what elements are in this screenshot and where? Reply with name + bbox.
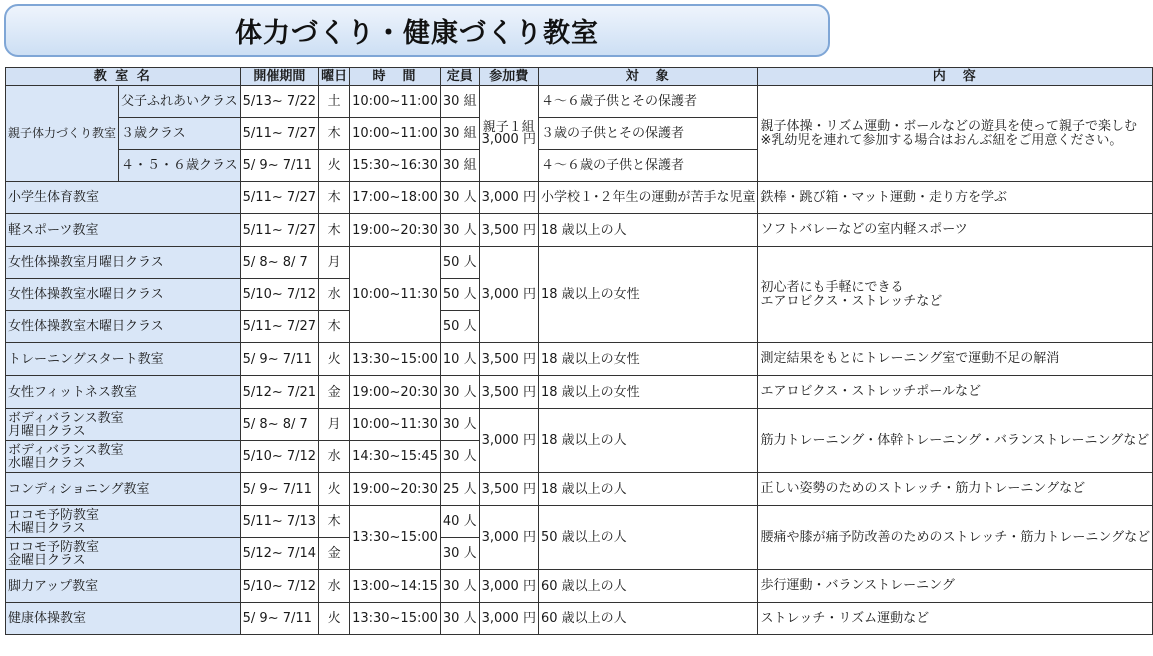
capacity: 40 人 — [440, 506, 479, 538]
table-row — [6, 506, 1153, 538]
header-time: 時 間 — [350, 68, 441, 86]
period: 5/10~ 7/12 — [240, 570, 318, 603]
header-fee: 参加費 — [479, 68, 538, 86]
capacity: 30 人 — [440, 441, 479, 473]
capacity: 30 人 — [440, 538, 479, 570]
time: 19:00~20:30 — [350, 473, 441, 506]
weekday: 月 — [319, 247, 350, 279]
period: 5/ 9~ 7/11 — [240, 473, 318, 506]
capacity: 50 人 — [440, 279, 479, 311]
fee: 3,000 円 — [479, 182, 538, 214]
weekday: 木 — [319, 214, 350, 247]
capacity: 10 人 — [440, 343, 479, 376]
time: 15:30~16:30 — [350, 150, 441, 182]
header-content: 内 容 — [758, 68, 1153, 86]
class-name: ロコモ予防教室 金曜日クラス — [6, 538, 241, 570]
oyako-group-label: 親子体力づくり教室 — [6, 86, 119, 182]
period: 5/10~ 7/12 — [240, 279, 318, 311]
weekday: 木 — [319, 182, 350, 214]
target: ４～６歳子供とその保護者 — [538, 86, 758, 118]
time: 14:30~15:45 — [350, 441, 441, 473]
schedule-table — [5, 67, 1153, 635]
weekday: 水 — [319, 441, 350, 473]
time: 13:30~15:00 — [350, 603, 441, 635]
target: 18 歳以上の女性 — [538, 376, 758, 409]
period: 5/ 8~ 8/ 7 — [240, 247, 318, 279]
header-row — [6, 68, 1153, 86]
fee: 3,500 円 — [479, 343, 538, 376]
period: 5/11~ 7/27 — [240, 118, 318, 150]
capacity: 30 組 — [440, 150, 479, 182]
target: ４～６歳の子供と保護者 — [538, 150, 758, 182]
content: 鉄棒・跳び箱・マット運動・走り方を学ぶ — [758, 182, 1153, 214]
class-name: 女性体操教室水曜日クラス — [6, 279, 241, 311]
fee: 3,000 円 — [479, 247, 538, 343]
fee: 3,500 円 — [479, 473, 538, 506]
time: 10:00~11:30 — [350, 409, 441, 441]
fee: 3,500 円 — [479, 376, 538, 409]
class-name: 女性体操教室木曜日クラス — [6, 311, 241, 343]
content: 歩行運動・バランストレーニング — [758, 570, 1153, 603]
period: 5/11~ 7/13 — [240, 506, 318, 538]
weekday: 火 — [319, 343, 350, 376]
header-capacity: 定員 — [440, 68, 479, 86]
capacity: 25 人 — [440, 473, 479, 506]
period: 5/11~ 7/27 — [240, 182, 318, 214]
fee: 3,000 円 — [479, 570, 538, 603]
period: 5/11~ 7/27 — [240, 311, 318, 343]
capacity: 50 人 — [440, 311, 479, 343]
period: 5/ 8~ 8/ 7 — [240, 409, 318, 441]
target: 18 歳以上の人 — [538, 409, 758, 473]
class-name: コンディショニング教室 — [6, 473, 241, 506]
fee: 3,000 円 — [479, 409, 538, 473]
target: ３歳の子供とその保護者 — [538, 118, 758, 150]
weekday: 火 — [319, 603, 350, 635]
period: 5/12~ 7/14 — [240, 538, 318, 570]
table-row — [6, 603, 1153, 635]
time: 13:30~15:00 — [350, 506, 441, 570]
content: 測定結果をもとにトレーニング室で運動不足の解消 — [758, 343, 1153, 376]
fee: 3,500 円 — [479, 214, 538, 247]
weekday: 木 — [319, 311, 350, 343]
header-day: 曜日 — [319, 68, 350, 86]
weekday: 水 — [319, 279, 350, 311]
class-name: 女性体操教室月曜日クラス — [6, 247, 241, 279]
capacity: 30 組 — [440, 86, 479, 118]
capacity: 30 組 — [440, 118, 479, 150]
capacity: 30 人 — [440, 376, 479, 409]
table-row — [6, 247, 1153, 279]
time: 13:00~14:15 — [350, 570, 441, 603]
fee: 親子１組 3,000 円 — [479, 86, 538, 182]
content: エアロビクス・ストレッチポールなど — [758, 376, 1153, 409]
content: 親子体操・リズム運動・ボールなどの遊具を使って親子で楽しむ ※乳幼児を連れて参加する場合はおんぶ紐をご用意ください。 — [758, 86, 1153, 182]
class-name: 健康体操教室 — [6, 603, 241, 635]
target: 50 歳以上の人 — [538, 506, 758, 570]
period: 5/13~ 7/22 — [240, 86, 318, 118]
weekday: 木 — [319, 506, 350, 538]
table-row — [6, 86, 1153, 118]
weekday: 金 — [319, 538, 350, 570]
class-name: 女性フィットネス教室 — [6, 376, 241, 409]
capacity: 30 人 — [440, 603, 479, 635]
class-name: トレーニングスタート教室 — [6, 343, 241, 376]
time: 10:00~11:00 — [350, 86, 441, 118]
target: 18 歳以上の人 — [538, 214, 758, 247]
class-name: ４・５・６歳クラス — [119, 150, 241, 182]
table-row — [6, 376, 1153, 409]
page-title: 体力づくり・健康づくり教室 — [235, 18, 599, 49]
capacity: 30 人 — [440, 409, 479, 441]
table-row — [6, 570, 1153, 603]
target: 小学校１･２年生の運動が苦手な児童 — [538, 182, 758, 214]
time: 10:00~11:30 — [350, 247, 441, 343]
period: 5/10~ 7/12 — [240, 441, 318, 473]
header-target: 対 象 — [538, 68, 758, 86]
weekday: 金 — [319, 376, 350, 409]
weekday: 水 — [319, 570, 350, 603]
content: 正しい姿勢のためのストレッチ・筋力トレーニングなど — [758, 473, 1153, 506]
time: 13:30~15:00 — [350, 343, 441, 376]
weekday: 火 — [319, 473, 350, 506]
period: 5/12~ 7/21 — [240, 376, 318, 409]
class-name: 小学生体育教室 — [6, 182, 241, 214]
weekday: 月 — [319, 409, 350, 441]
period: 5/ 9~ 7/11 — [240, 343, 318, 376]
capacity: 30 人 — [440, 182, 479, 214]
table-row — [6, 214, 1153, 247]
target: 18 歳以上の女性 — [538, 343, 758, 376]
header-period: 開催期間 — [240, 68, 318, 86]
content: 筋力トレーニング・体幹トレーニング・バランストレーニングなど — [758, 409, 1153, 473]
capacity: 30 人 — [440, 570, 479, 603]
time: 19:00~20:30 — [350, 376, 441, 409]
weekday: 土 — [319, 86, 350, 118]
content: 腰痛や膝が痛予防改善のためのストレッチ・筋力トレーニングなど — [758, 506, 1153, 570]
capacity: 30 人 — [440, 214, 479, 247]
fee: 3,000 円 — [479, 603, 538, 635]
header-class-name: 教 室 名 — [6, 68, 241, 86]
capacity: 50 人 — [440, 247, 479, 279]
weekday: 木 — [319, 118, 350, 150]
fee: 3,000 円 — [479, 506, 538, 570]
weekday: 火 — [319, 150, 350, 182]
class-name: ３歳クラス — [119, 118, 241, 150]
time: 17:00~18:00 — [350, 182, 441, 214]
target: 60 歳以上の人 — [538, 570, 758, 603]
title-banner — [4, 4, 830, 57]
time: 10:00~11:00 — [350, 118, 441, 150]
period: 5/ 9~ 7/11 — [240, 150, 318, 182]
class-name: ロコモ予防教室 木曜日クラス — [6, 506, 241, 538]
content: ストレッチ・リズム運動など — [758, 603, 1153, 635]
period: 5/ 9~ 7/11 — [240, 603, 318, 635]
table-row — [6, 182, 1153, 214]
class-name: 父子ふれあいクラス — [119, 86, 241, 118]
class-name: ボディバランス教室 水曜日クラス — [6, 441, 241, 473]
target: 18 歳以上の人 — [538, 473, 758, 506]
class-name: 軽スポーツ教室 — [6, 214, 241, 247]
target: 18 歳以上の女性 — [538, 247, 758, 343]
time: 19:00~20:30 — [350, 214, 441, 247]
content: ソフトバレーなどの室内軽スポーツ — [758, 214, 1153, 247]
target: 60 歳以上の人 — [538, 603, 758, 635]
table-row — [6, 343, 1153, 376]
content: 初心者にも手軽にできる エアロビクス・ストレッチなど — [758, 247, 1153, 343]
class-name: 脚力アップ教室 — [6, 570, 241, 603]
table-row — [6, 473, 1153, 506]
class-name: ボディバランス教室 月曜日クラス — [6, 409, 241, 441]
table-row — [6, 409, 1153, 441]
period: 5/11~ 7/27 — [240, 214, 318, 247]
